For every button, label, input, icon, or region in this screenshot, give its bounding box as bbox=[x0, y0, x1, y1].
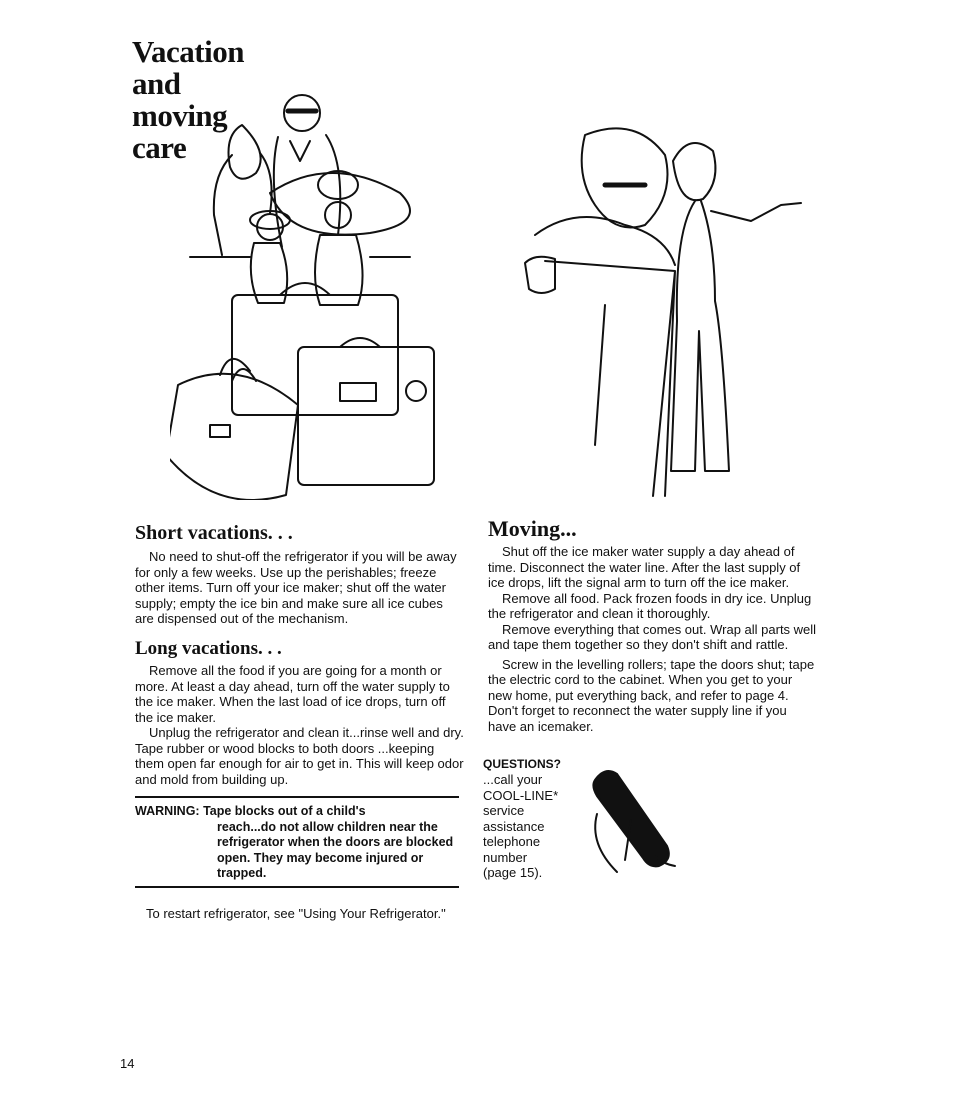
questions-line: (page 15). bbox=[483, 865, 543, 880]
short-vacations-paragraph: No need to shut-off the refrigerator if you will be away for only a few weeks. Use up the perishables; freeze other items. Turn off your ice maker; shut off the water supply; empty the ice bin and make sure all ice cubes are dispensed out of the mechanism. bbox=[135, 549, 457, 626]
restart-note: To restart refrigerator, see "Using Your Refrigerator." bbox=[146, 906, 446, 921]
questions-line: service bbox=[483, 803, 525, 818]
title-line-2: and bbox=[132, 66, 181, 101]
title-line-3: moving bbox=[132, 98, 228, 133]
short-vacations-body bbox=[135, 549, 465, 627]
moving-refrigerator-illustration bbox=[505, 115, 805, 500]
moving-body bbox=[488, 544, 818, 734]
questions-text bbox=[483, 772, 583, 881]
questions-line: telephone bbox=[483, 834, 541, 849]
warning-rest: reach...do not allow children near the refrigerator when the doors are blocked open. They may become injured or trapped. bbox=[217, 819, 454, 880]
questions-heading: QUESTIONS? bbox=[483, 757, 562, 771]
long-vacations-heading: Long vacations. . . bbox=[135, 638, 282, 659]
long-vacations-paragraph-1: Remove all the food if you are going for a month or more. At least a day ahead, turn off the water supply to the ice maker. When the last load of ice drops, turn off the ice maker. bbox=[135, 663, 450, 725]
questions-line: COOL-LINE* bbox=[483, 787, 559, 803]
long-vacations-paragraph-2: Unplug the refrigerator and clean it...rinse well and dry. Tape rubber or wood blocks to both doors ...keeping them open far enough for air to get in. This will keep odor and mold from building up. bbox=[135, 725, 464, 787]
moving-paragraph-1: Shut off the ice maker water supply a day ahead of time. Disconnect the water line. After the last supply of ice drops, lift the signal arm to turn off the ice maker. bbox=[488, 544, 801, 590]
moving-paragraph-4: Screw in the levelling rollers; tape the doors shut; tape the electric cord to the cabinet. When you get to your new home, put everything back, and refer to page 4. Don't forget to reconnect the water supply line if you have an icemaker. bbox=[488, 656, 815, 734]
warning-top-rule bbox=[135, 796, 459, 798]
moving-paragraph-2: Remove all food. Pack frozen foods in dry ice. Unplug the refrigerator and clean it thoroughly. bbox=[488, 590, 812, 621]
long-vacations-body bbox=[135, 663, 465, 787]
moving-heading: Moving... bbox=[488, 516, 577, 541]
warning-notice bbox=[135, 804, 465, 882]
warning-first-line bbox=[135, 804, 465, 820]
moving-paragraph-3: Remove everything that comes out. Wrap all parts well and tape them together so they don't shift and rattle. bbox=[488, 621, 817, 652]
warning-first-text: Tape blocks out of a child's bbox=[203, 804, 366, 818]
page-number: 14 bbox=[120, 1056, 135, 1071]
title-line-1: Vacation bbox=[132, 34, 244, 69]
questions-line: ...call your bbox=[483, 772, 543, 787]
questions-line: assistance bbox=[483, 818, 545, 834]
title-line-4: care bbox=[132, 130, 187, 165]
warning-bottom-rule bbox=[135, 886, 459, 888]
telephone-icon bbox=[585, 760, 685, 880]
questions-line: number bbox=[483, 849, 528, 865]
short-vacations-heading: Short vacations. . . bbox=[135, 522, 293, 544]
family-luggage-illustration bbox=[170, 85, 440, 500]
warning-label: WARNING: bbox=[135, 804, 200, 818]
